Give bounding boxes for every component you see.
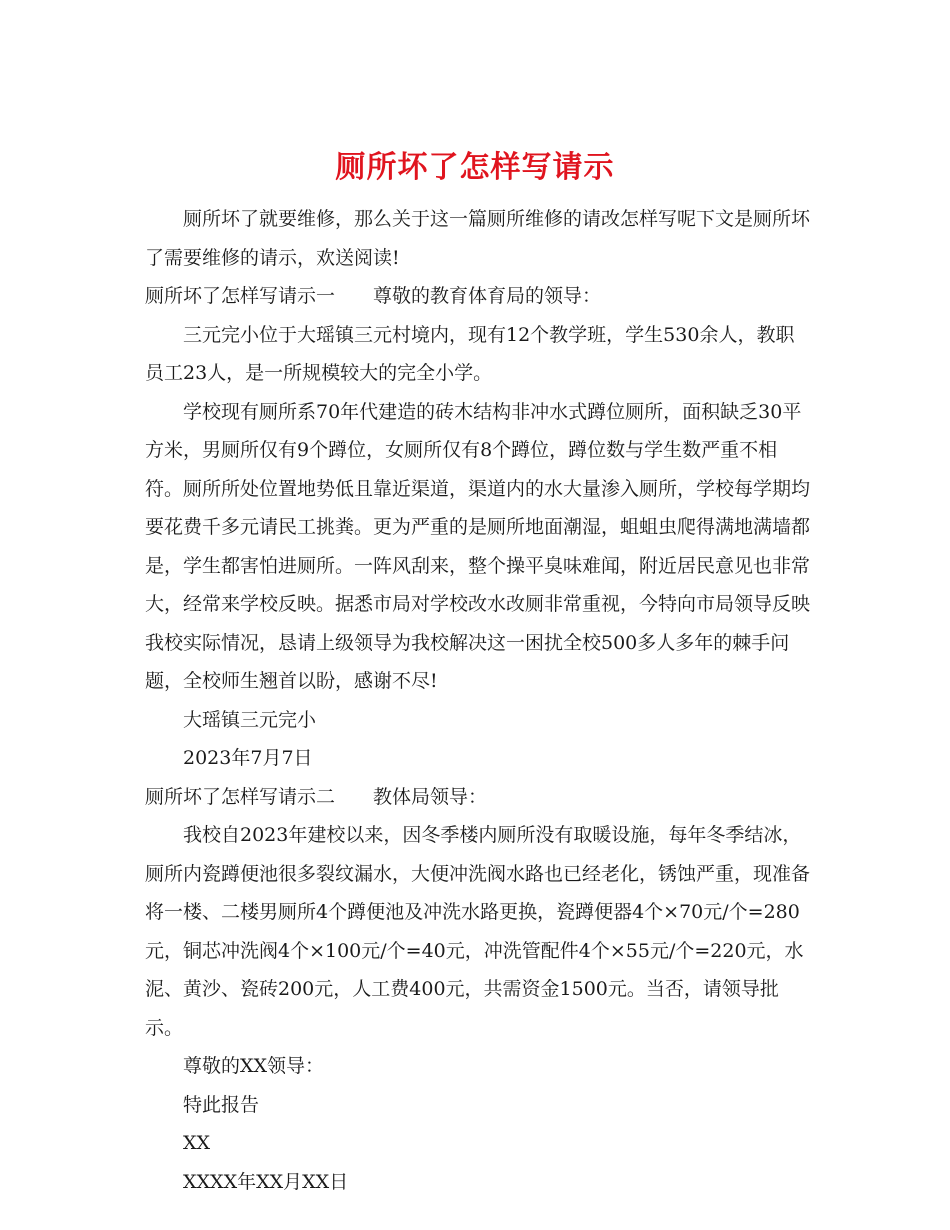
section2-closing: 特此报告 [183, 1093, 260, 1116]
page-title: 厕所坏了怎样写请示 [335, 150, 615, 186]
document-body [145, 200, 810, 1201]
section1-salutation: 尊敬的教育体育局的领导： [373, 285, 602, 307]
intro-paragraph: 厕所坏了就要维修，那么关于这一篇厕所维修的请改怎样写呢下文是厕所坏了需要维修的请示，欢送阅读! [145, 208, 811, 269]
section1-heading: 厕所坏了怎样写请示一 [145, 285, 336, 307]
section1-paragraph-2: 学校现有厕所系70年代建造的砖木结构非冲水式蹲位厕所，面积缺乏30平方米，男厕所仅有9个蹲位，女厕所仅有8个蹲位，蹲位数与学生数严重不相符。厕所所处位置地势低且靠近渠道，渠道内的水大量渗入厕所，学校每学期均要花费千多元请民工挑粪。更为严重的是厕所地面潮湿，蛆蛆虫爬得满地满墙都是，学生都害怕进厕所。一阵风刮来，整个操平臭味难闻，附近居民意见也非常大，经常来学校反映。据悉市局对学校改水改厕非常重视，今特向市局领导反映我校实际情况，恳请上级领导为我校解决这一困扰全校500多人多年的棘手问题，全校师生翘首以盼，感谢不尽! [145, 400, 811, 692]
section1-signature: 大瑶镇三元完小 [183, 708, 317, 731]
section2-signature: XX [183, 1132, 211, 1154]
section1-heading-line [145, 277, 810, 316]
section2-date: XXXX年XX月XX日 [183, 1170, 349, 1193]
section1-paragraph-1: 三元完小位于大瑶镇三元村境内，现有12个教学班，学生530余人，教职员工23人，是一所规模较大的完全小学。 [145, 323, 795, 384]
section2-paragraph-1: 我校自2023年建校以来，因冬季楼内厕所没有取暖设施，每年冬季结冰，厕所内瓷蹲便池很多裂纹漏水，大便冲洗阀水路也已经老化，锈蚀严重，现准备将一楼、二楼男厕所4个蹲便池及冲洗水路更换，瓷蹲便器4个×70元/个=280元，铜芯冲洗阀4个×100元/个=40元，冲洗管配件4个×55元/个=220元，水泥、黄沙、瓷砖200元，人工费400元，共需资金1500元。当否，请领导批示。 [145, 824, 811, 1039]
section2-salutation: 教体局领导： [373, 785, 488, 808]
section2-salutation-2: 尊敬的XX领导： [183, 1055, 325, 1077]
section1-date: 2023年7月7日 [183, 747, 313, 769]
section2-heading: 厕所坏了怎样写请示二 [145, 785, 336, 808]
section2-heading-line [145, 778, 810, 817]
